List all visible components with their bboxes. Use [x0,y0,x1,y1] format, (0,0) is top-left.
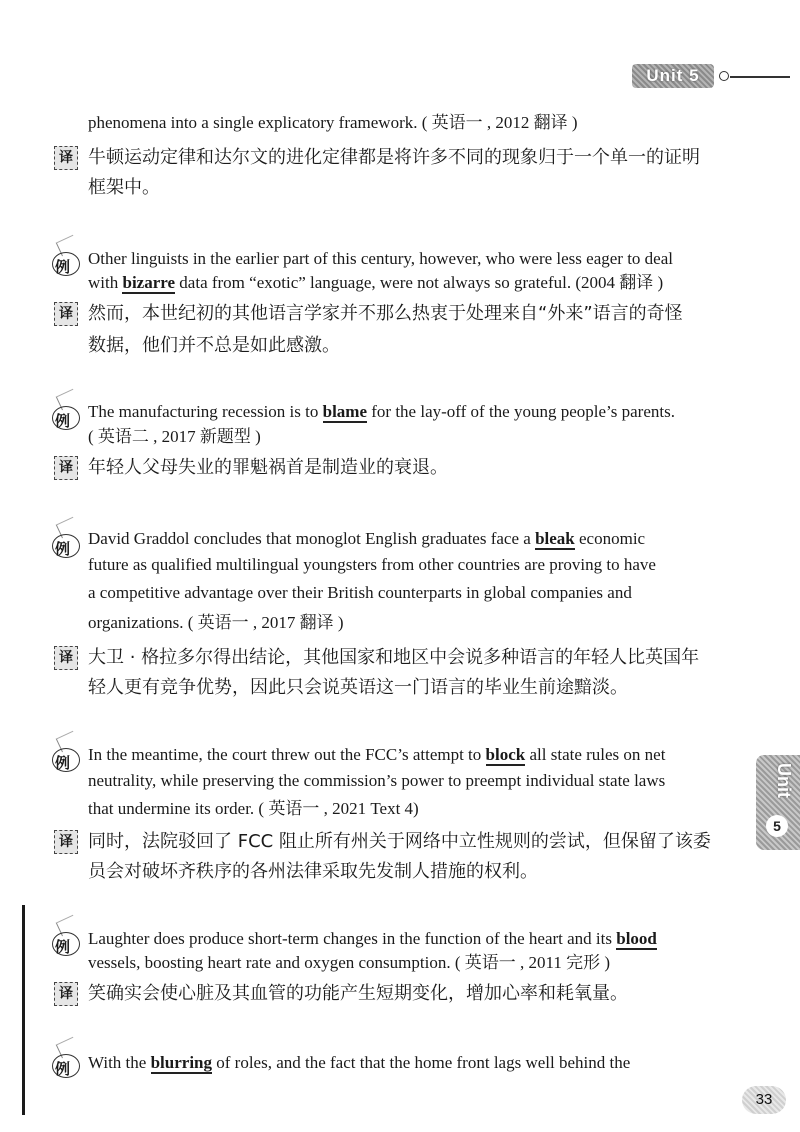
example-block [50,924,730,1014]
chinese-line: 然而，本世纪初的其他语言学家并不那么热衷于处理来自“外来”语言的奇怪 [88,303,683,324]
unit-header [632,62,792,90]
circle-icon [719,71,729,81]
left-margin-rule [22,905,25,1115]
example-icon: 例 [50,740,82,772]
keyword: blurring [150,1053,212,1072]
english-line: The manufacturing recession is to blame for the lay-off of the young people’s parents. [88,402,675,421]
header-rule [730,76,790,78]
translation-icon: 译 [54,830,78,854]
chinese-line: 大卫 · 格拉多尔得出结论，其他国家和地区中会说多种语言的年轻人比英国年 [88,647,700,668]
example-icon: 例 [50,924,82,956]
example-block [50,1046,730,1086]
example-icon: 例 [50,244,82,276]
translation-icon: 译 [54,646,78,670]
translation-icon: 译 [54,982,78,1006]
english-line: neutrality, while preserving the commission’s power to preempt individual state laws [88,771,666,790]
keyword: block [485,745,526,764]
unit-badge: Unit 5 [632,64,714,88]
english-line: vessels, boosting heart rate and oxygen consumption. ( 英语一 , 2011 完形 ) [88,953,611,972]
keyword: bizarre [122,273,176,292]
example-block [50,740,730,880]
english-line: future as qualified multilingual youngsters from other countries are proving to have [88,555,656,574]
english-line: With the blurring of roles, and the fact that the home front lags well behind the [88,1053,631,1072]
translation-icon: 译 [54,456,78,480]
example-block [50,244,730,364]
side-tab-label: Unit [774,763,794,798]
translation-icon: 译 [54,302,78,326]
side-tab-number: 5 [766,815,788,837]
english-line: Laughter does produce short-term changes in the function of the heart and its blood [88,929,657,948]
english-line: that undermine its order. ( 英语一 , 2021 Text 4) [88,799,419,818]
chinese-line: 笑确实会使心脏及其血管的功能产生短期变化，增加心率和耗氧量。 [88,983,628,1004]
english-line: with bizarre data from “exotic” language, were not always so grateful. (2004 翻译 ) [88,273,664,292]
chinese-line: 年轻人父母失业的罪魁祸首是制造业的衰退。 [88,457,448,478]
example-block [50,526,730,706]
english-line: In the meantime, the court threw out the FCC’s attempt to block all state rules on net [88,745,666,764]
chinese-line: 员会对破坏齐秩序的各州法律采取先发制人措施的权利。 [88,861,538,882]
example-block [50,112,730,202]
english-line: David Graddol concludes that monoglot English graduates face a bleak economic [88,529,646,548]
chinese-line: 牛顿运动定律和达尔文的进化定律都是将许多不同的现象归于一个单一的证明 [88,147,700,168]
translation-icon: 译 [54,146,78,170]
chinese-line: 框架中。 [88,177,160,198]
chinese-line: 数据，他们并不总是如此感激。 [88,335,340,356]
chinese-line: 轻人更有竞争优势，因此只会说英语这一门语言的毕业生前途黯淡。 [88,677,628,698]
unit-side-tab[interactable] [756,755,800,850]
english-line: phenomena into a single explicatory framework. ( 英语一 , 2012 翻译 ) [88,113,578,132]
keyword: bleak [535,529,575,548]
english-line: ( 英语二 , 2017 新题型 ) [88,427,261,446]
example-block [50,398,730,488]
page-number: 33 [742,1086,786,1114]
example-icon: 例 [50,526,82,558]
english-line: organizations. ( 英语一 , 2017 翻译 ) [88,613,344,632]
english-line: Other linguists in the earlier part of this century, however, who were less eager to deal [88,249,673,268]
example-icon: 例 [50,1046,82,1078]
example-icon: 例 [50,398,82,430]
keyword: blood [616,929,657,948]
chinese-line: 同时，法院驳回了 FCC 阻止所有州关于网络中立性规则的尝试，但保留了该委 [88,831,711,852]
keyword: blame [322,402,368,421]
english-line: a competitive advantage over their British counterparts in global companies and [88,583,632,602]
